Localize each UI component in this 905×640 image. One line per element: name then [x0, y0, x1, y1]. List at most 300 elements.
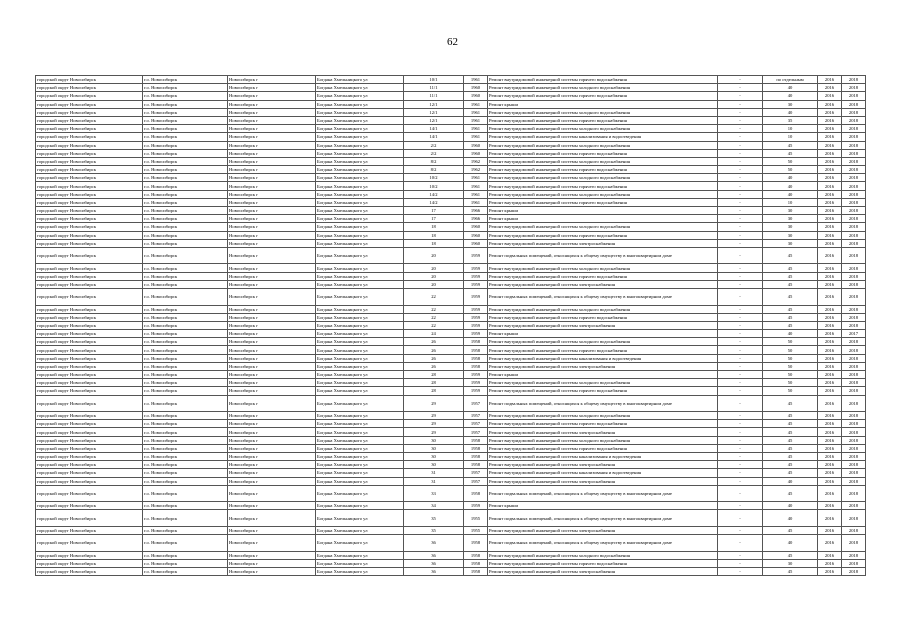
table-row [36, 215, 866, 223]
locality-cell: Новосибирск г [228, 535, 316, 552]
quantity-cell: 45 [763, 551, 818, 559]
okrug-cell: городской округ Новосибирск [36, 247, 143, 264]
table-row [36, 321, 866, 329]
work-type-cell: Ремонт внутридомовой инженерной системы горячего водоснабжения [488, 198, 718, 206]
okrug-cell: городской округ Новосибирск [36, 428, 143, 436]
quantity-cell: 50 [763, 346, 818, 354]
okrug-cell: городской округ Новосибирск [36, 92, 143, 100]
end-year-cell: 2018 [842, 453, 866, 461]
okrug-cell: городской округ Новосибирск [36, 362, 143, 370]
build-year-cell: 1960 [464, 231, 488, 239]
start-year-cell: 2016 [818, 412, 842, 420]
work-type-cell: Ремонт внутридомовой инженерной системы горячего водоснабжения [488, 346, 718, 354]
locality-cell: Новосибирск г [228, 379, 316, 387]
work-type-cell: Ремонт внутридомовой инженерной системы горячего водоснабжения [488, 182, 718, 190]
build-year-cell: 1959 [464, 321, 488, 329]
end-year-cell: 2018 [842, 387, 866, 395]
work-type-cell: Ремонт подвальных помещений, относящихся к общему имуществу в многоквартирном доме [488, 510, 718, 527]
table-row [36, 510, 866, 527]
quantity-cell: 50 [763, 362, 818, 370]
street-cell: Богдана Хмельницкого ул [316, 559, 404, 567]
city-cell: г.о. Новосибирск [143, 272, 228, 280]
street-cell: Богдана Хмельницкого ул [316, 149, 404, 157]
okrug-cell: городской округ Новосибирск [36, 461, 143, 469]
house-number-cell: 28 [404, 379, 464, 387]
build-year-cell: 1960 [464, 84, 488, 92]
work-type-cell: Ремонт крыши [488, 330, 718, 338]
dash-cell: - [718, 559, 763, 567]
end-year-cell: 2018 [842, 551, 866, 559]
end-year-cell: 2018 [842, 526, 866, 534]
city-cell: г.о. Новосибирск [143, 477, 228, 485]
build-year-cell: 1959 [464, 247, 488, 264]
end-year-cell: 2018 [842, 469, 866, 477]
house-number-cell: 26 [404, 354, 464, 362]
city-cell: г.о. Новосибирск [143, 247, 228, 264]
end-year-cell: 2018 [842, 346, 866, 354]
table-row [36, 157, 866, 165]
street-cell: Богдана Хмельницкого ул [316, 280, 404, 288]
start-year-cell: 2016 [818, 477, 842, 485]
dash-cell: - [718, 526, 763, 534]
locality-cell: Новосибирск г [228, 207, 316, 215]
build-year-cell: 1958 [464, 535, 488, 552]
street-cell: Богдана Хмельницкого ул [316, 420, 404, 428]
table-row [36, 133, 866, 141]
locality-cell: Новосибирск г [228, 436, 316, 444]
city-cell: г.о. Новосибирск [143, 526, 228, 534]
start-year-cell: 2016 [818, 247, 842, 264]
work-type-cell: Ремонт внутридомовой инженерной системы горячего водоснабжения [488, 231, 718, 239]
city-cell: г.о. Новосибирск [143, 346, 228, 354]
street-cell: Богдана Хмельницкого ул [316, 551, 404, 559]
work-type-cell: Ремонт внутридомовой инженерной системы электроснабжения [488, 526, 718, 534]
house-number-cell: 11/1 [404, 92, 464, 100]
start-year-cell: 2016 [818, 231, 842, 239]
work-type-cell: Ремонт внутридомовой инженерной системы горячего водоснабжения [488, 420, 718, 428]
build-year-cell: 1959 [464, 387, 488, 395]
build-year-cell: 1961 [464, 133, 488, 141]
quantity-cell: 45 [763, 280, 818, 288]
end-year-cell: 2018 [842, 485, 866, 502]
end-year-cell: 2018 [842, 166, 866, 174]
okrug-cell: городской округ Новосибирск [36, 436, 143, 444]
table-row [36, 436, 866, 444]
city-cell: г.о. Новосибирск [143, 354, 228, 362]
end-year-cell: 2018 [842, 362, 866, 370]
dash-cell: - [718, 239, 763, 247]
dash-cell: - [718, 125, 763, 133]
build-year-cell: 1957 [464, 412, 488, 420]
street-cell: Богдана Хмельницкого ул [316, 461, 404, 469]
quantity-cell: по отдельным [763, 76, 818, 84]
street-cell: Богдана Хмельницкого ул [316, 108, 404, 116]
table-row [36, 502, 866, 510]
quantity-cell: 45 [763, 412, 818, 420]
start-year-cell: 2016 [818, 428, 842, 436]
build-year-cell: 1961 [464, 76, 488, 84]
start-year-cell: 2016 [818, 444, 842, 452]
build-year-cell: 1958 [464, 436, 488, 444]
city-cell: г.о. Новосибирск [143, 280, 228, 288]
start-year-cell: 2016 [818, 338, 842, 346]
work-type-cell: Ремонт подвальных помещений, относящихся к общему имуществу в многоквартирном доме [488, 247, 718, 264]
build-year-cell: 1955 [464, 526, 488, 534]
end-year-cell: 2018 [842, 420, 866, 428]
work-type-cell: Ремонт внутридомовой инженерной системы горячего водоснабжения [488, 272, 718, 280]
table-row [36, 535, 866, 552]
quantity-cell: 50 [763, 379, 818, 387]
work-type-cell: Ремонт внутридомовой инженерной системы холодного водоснабжения [488, 223, 718, 231]
dash-cell: - [718, 174, 763, 182]
work-type-cell: Ремонт внутридомовой инженерной системы горячего водоснабжения [488, 149, 718, 157]
table-row [36, 568, 866, 576]
start-year-cell: 2016 [818, 289, 842, 306]
end-year-cell: 2018 [842, 133, 866, 141]
dash-cell: - [718, 551, 763, 559]
work-type-cell: Ремонт внутридомовой инженерной системы канализования и водоотведения [488, 354, 718, 362]
quantity-cell: 10 [763, 133, 818, 141]
build-year-cell: 1957 [464, 428, 488, 436]
table-row [36, 346, 866, 354]
work-type-cell: Ремонт подвальных помещений, относящихся к общему имуществу в многоквартирном доме [488, 485, 718, 502]
city-cell: г.о. Новосибирск [143, 215, 228, 223]
locality-cell: Новосибирск г [228, 223, 316, 231]
work-type-cell: Ремонт внутридомовой инженерной системы холодного водоснабжения [488, 84, 718, 92]
city-cell: г.о. Новосибирск [143, 223, 228, 231]
quantity-cell: 45 [763, 272, 818, 280]
city-cell: г.о. Новосибирск [143, 231, 228, 239]
start-year-cell: 2016 [818, 469, 842, 477]
end-year-cell: 2018 [842, 247, 866, 264]
start-year-cell: 2016 [818, 559, 842, 567]
table-row [36, 387, 866, 395]
work-type-cell: Ремонт внутридомовой инженерной системы горячего водоснабжения [488, 116, 718, 124]
house-number-cell: 26 [404, 346, 464, 354]
okrug-cell: городской округ Новосибирск [36, 157, 143, 165]
city-cell: г.о. Новосибирск [143, 412, 228, 420]
end-year-cell: 2018 [842, 190, 866, 198]
city-cell: г.о. Новосибирск [143, 289, 228, 306]
locality-cell: Новосибирск г [228, 502, 316, 510]
street-cell: Богдана Хмельницкого ул [316, 502, 404, 510]
start-year-cell: 2016 [818, 215, 842, 223]
start-year-cell: 2016 [818, 346, 842, 354]
street-cell: Богдана Хмельницкого ул [316, 436, 404, 444]
locality-cell: Новосибирск г [228, 182, 316, 190]
house-number-cell: 17 [404, 215, 464, 223]
table-row [36, 395, 866, 412]
locality-cell: Новосибирск г [228, 485, 316, 502]
locality-cell: Новосибирск г [228, 412, 316, 420]
house-number-cell: 24 [404, 330, 464, 338]
end-year-cell: 2018 [842, 182, 866, 190]
table-row [36, 190, 866, 198]
dash-cell: - [718, 485, 763, 502]
work-type-cell: Ремонт внутридомовой инженерной системы канализования и водоотведения [488, 133, 718, 141]
house-number-cell: 26 [404, 338, 464, 346]
okrug-cell: городской округ Новосибирск [36, 371, 143, 379]
build-year-cell: 1959 [464, 313, 488, 321]
end-year-cell: 2018 [842, 141, 866, 149]
street-cell: Богдана Хмельницкого ул [316, 535, 404, 552]
okrug-cell: городской округ Новосибирск [36, 84, 143, 92]
dash-cell: - [718, 92, 763, 100]
house-number-cell: 34 [404, 502, 464, 510]
table-row [36, 559, 866, 567]
end-year-cell: 2018 [842, 371, 866, 379]
work-type-cell: Ремонт подвальных помещений, относящихся к общему имуществу в многоквартирном доме [488, 535, 718, 552]
city-cell: г.о. Новосибирск [143, 395, 228, 412]
start-year-cell: 2016 [818, 100, 842, 108]
street-cell: Богдана Хмельницкого ул [316, 338, 404, 346]
end-year-cell: 2018 [842, 305, 866, 313]
start-year-cell: 2016 [818, 116, 842, 124]
okrug-cell: городской округ Новосибирск [36, 182, 143, 190]
dash-cell: - [718, 108, 763, 116]
house-number-cell: 22 [404, 289, 464, 306]
quantity-cell: 40 [763, 190, 818, 198]
quantity-cell: 45 [763, 461, 818, 469]
house-number-cell: 2/2 [404, 141, 464, 149]
street-cell: Богдана Хмельницкого ул [316, 231, 404, 239]
dash-cell: - [718, 354, 763, 362]
work-type-cell: Ремонт внутридомовой инженерной системы электроснабжения [488, 461, 718, 469]
start-year-cell: 2016 [818, 313, 842, 321]
end-year-cell: 2018 [842, 215, 866, 223]
dash-cell: - [718, 182, 763, 190]
okrug-cell: городской округ Новосибирск [36, 190, 143, 198]
build-year-cell: 1960 [464, 141, 488, 149]
end-year-cell: 2018 [842, 428, 866, 436]
locality-cell: Новосибирск г [228, 141, 316, 149]
okrug-cell: городской округ Новосибирск [36, 502, 143, 510]
quantity-cell: 45 [763, 313, 818, 321]
start-year-cell: 2016 [818, 272, 842, 280]
work-type-cell: Ремонт внутридомовой инженерной системы канализования и водоотведения [488, 453, 718, 461]
end-year-cell: 2018 [842, 510, 866, 527]
work-type-cell: Ремонт крыши [488, 100, 718, 108]
work-type-cell: Ремонт внутридомовой инженерной системы холодного водоснабжения [488, 551, 718, 559]
locality-cell: Новосибирск г [228, 76, 316, 84]
work-type-cell: Ремонт внутридомовой инженерной системы горячего водоснабжения [488, 166, 718, 174]
street-cell: Богдана Хмельницкого ул [316, 84, 404, 92]
dash-cell: - [718, 412, 763, 420]
quantity-cell: 45 [763, 444, 818, 452]
work-type-cell: Ремонт внутридомовой инженерной системы горячего водоснабжения [488, 313, 718, 321]
house-number-cell: 18 [404, 239, 464, 247]
city-cell: г.о. Новосибирск [143, 510, 228, 527]
work-type-cell: Ремонт внутридомовой инженерной системы горячего водоснабжения [488, 387, 718, 395]
street-cell: Богдана Хмельницкого ул [316, 453, 404, 461]
quantity-cell: 40 [763, 535, 818, 552]
dash-cell: - [718, 157, 763, 165]
house-number-cell: 18 [404, 223, 464, 231]
house-number-cell: 14/1 [404, 133, 464, 141]
okrug-cell: городской округ Новосибирск [36, 559, 143, 567]
locality-cell: Новосибирск г [228, 289, 316, 306]
dash-cell: - [718, 198, 763, 206]
okrug-cell: городской округ Новосибирск [36, 477, 143, 485]
okrug-cell: городской округ Новосибирск [36, 568, 143, 576]
build-year-cell: 1959 [464, 280, 488, 288]
quantity-cell: 45 [763, 149, 818, 157]
street-cell: Богдана Хмельницкого ул [316, 387, 404, 395]
work-type-cell: Ремонт внутридомовой инженерной системы электроснабжения [488, 362, 718, 370]
city-cell: г.о. Новосибирск [143, 100, 228, 108]
start-year-cell: 2016 [818, 133, 842, 141]
work-type-cell: Ремонт подвальных помещений, относящихся к общему имуществу в многоквартирном доме [488, 395, 718, 412]
table-row [36, 272, 866, 280]
start-year-cell: 2016 [818, 485, 842, 502]
build-year-cell: 1959 [464, 289, 488, 306]
house-number-cell: 10/2 [404, 174, 464, 182]
dash-cell: - [718, 535, 763, 552]
city-cell: г.о. Новосибирск [143, 108, 228, 116]
quantity-cell: 45 [763, 526, 818, 534]
table-row [36, 453, 866, 461]
locality-cell: Новосибирск г [228, 239, 316, 247]
table-row [36, 444, 866, 452]
table-row [36, 371, 866, 379]
end-year-cell: 2017 [842, 330, 866, 338]
city-cell: г.о. Новосибирск [143, 338, 228, 346]
table-row [36, 338, 866, 346]
house-number-cell: 36 [404, 535, 464, 552]
table-row [36, 92, 866, 100]
dash-cell: - [718, 280, 763, 288]
locality-cell: Новосибирск г [228, 133, 316, 141]
end-year-cell: 2018 [842, 100, 866, 108]
city-cell: г.о. Новосибирск [143, 444, 228, 452]
dash-cell: - [718, 469, 763, 477]
dash-cell: - [718, 215, 763, 223]
end-year-cell: 2018 [842, 84, 866, 92]
quantity-cell: 45 [763, 264, 818, 272]
end-year-cell: 2018 [842, 379, 866, 387]
table-row [36, 141, 866, 149]
street-cell: Богдана Хмельницкого ул [316, 313, 404, 321]
city-cell: г.о. Новосибирск [143, 125, 228, 133]
locality-cell: Новосибирск г [228, 313, 316, 321]
house-number-cell: 20 [404, 272, 464, 280]
street-cell: Богдана Хмельницкого ул [316, 141, 404, 149]
end-year-cell: 2018 [842, 568, 866, 576]
table-row [36, 166, 866, 174]
city-cell: г.о. Новосибирск [143, 469, 228, 477]
start-year-cell: 2016 [818, 379, 842, 387]
table-row [36, 289, 866, 306]
quantity-cell: 45 [763, 469, 818, 477]
house-number-cell: 28 [404, 387, 464, 395]
locality-cell: Новосибирск г [228, 321, 316, 329]
okrug-cell: городской округ Новосибирск [36, 395, 143, 412]
house-number-cell: 30 [404, 453, 464, 461]
build-year-cell: 1957 [464, 477, 488, 485]
build-year-cell: 1958 [464, 444, 488, 452]
locality-cell: Новосибирск г [228, 280, 316, 288]
start-year-cell: 2016 [818, 182, 842, 190]
okrug-cell: городской округ Новосибирск [36, 485, 143, 502]
table-row [36, 362, 866, 370]
quantity-cell: 30 [763, 207, 818, 215]
city-cell: г.о. Новосибирск [143, 198, 228, 206]
table-row [36, 239, 866, 247]
quantity-cell: 40 [763, 84, 818, 92]
table-row [36, 100, 866, 108]
build-year-cell: 1961 [464, 125, 488, 133]
work-type-cell: Ремонт внутридомовой инженерной системы холодного водоснабжения [488, 338, 718, 346]
locality-cell: Новосибирск г [228, 174, 316, 182]
table-row [36, 231, 866, 239]
city-cell: г.о. Новосибирск [143, 92, 228, 100]
work-type-cell: Ремонт внутридомовой инженерной системы холодного водоснабжения [488, 436, 718, 444]
work-type-cell: Ремонт внутридомовой инженерной системы горячего водоснабжения [488, 76, 718, 84]
dash-cell: - [718, 76, 763, 84]
okrug-cell: городской округ Новосибирск [36, 354, 143, 362]
locality-cell: Новосибирск г [228, 510, 316, 527]
city-cell: г.о. Новосибирск [143, 174, 228, 182]
house-number-cell: 10/2 [404, 182, 464, 190]
start-year-cell: 2016 [818, 420, 842, 428]
dash-cell: - [718, 338, 763, 346]
house-number-cell: 22 [404, 321, 464, 329]
okrug-cell: городской округ Новосибирск [36, 76, 143, 84]
table-row [36, 198, 866, 206]
start-year-cell: 2016 [818, 149, 842, 157]
end-year-cell: 2018 [842, 444, 866, 452]
registry-body [36, 76, 866, 576]
table-row [36, 330, 866, 338]
quantity-cell: 40 [763, 174, 818, 182]
locality-cell: Новосибирск г [228, 125, 316, 133]
quantity-cell: 35 [763, 116, 818, 124]
okrug-cell: городской округ Новосибирск [36, 330, 143, 338]
quantity-cell: 30 [763, 559, 818, 567]
locality-cell: Новосибирск г [228, 247, 316, 264]
dash-cell: - [718, 305, 763, 313]
street-cell: Богдана Хмельницкого ул [316, 526, 404, 534]
page-number: 62 [447, 36, 458, 48]
build-year-cell: 1960 [464, 149, 488, 157]
house-number-cell: 29 [404, 412, 464, 420]
quantity-cell: 40 [763, 108, 818, 116]
quantity-cell: 45 [763, 289, 818, 306]
street-cell: Богдана Хмельницкого ул [316, 379, 404, 387]
work-type-cell: Ремонт внутридомовой инженерной системы холодного водоснабжения [488, 305, 718, 313]
city-cell: г.о. Новосибирск [143, 362, 228, 370]
start-year-cell: 2016 [818, 125, 842, 133]
start-year-cell: 2016 [818, 321, 842, 329]
okrug-cell: городской округ Новосибирск [36, 223, 143, 231]
okrug-cell: городской округ Новосибирск [36, 379, 143, 387]
city-cell: г.о. Новосибирск [143, 502, 228, 510]
build-year-cell: 1959 [464, 272, 488, 280]
house-number-cell: 31 [404, 469, 464, 477]
okrug-cell: городской округ Новосибирск [36, 453, 143, 461]
end-year-cell: 2018 [842, 198, 866, 206]
quantity-cell: 30 [763, 100, 818, 108]
house-number-cell: 14/2 [404, 190, 464, 198]
locality-cell: Новосибирск г [228, 395, 316, 412]
quantity-cell: 45 [763, 436, 818, 444]
okrug-cell: городской округ Новосибирск [36, 469, 143, 477]
city-cell: г.о. Новосибирск [143, 330, 228, 338]
locality-cell: Новосибирск г [228, 346, 316, 354]
house-number-cell: 10/1 [404, 76, 464, 84]
work-type-cell: Ремонт внутридомовой инженерной системы холодного водоснабжения [488, 141, 718, 149]
table-row [36, 207, 866, 215]
